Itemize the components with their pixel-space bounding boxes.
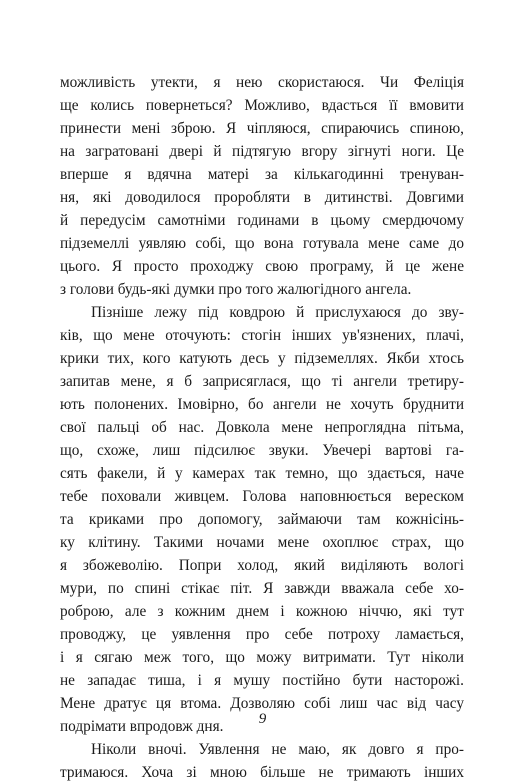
text-line: я збожеволію. Попри холод, який виділяють вологі bbox=[60, 557, 464, 574]
text-line: вперше я вдячна матері за кількагодинні тренуван- bbox=[60, 166, 464, 183]
text-line: крики тих, кого катують десь у підземеллях. Якби хтось bbox=[60, 350, 464, 367]
page-number: 9 bbox=[258, 711, 267, 727]
text-line: подрімати впродовж дня. bbox=[60, 718, 224, 735]
text-line: мури, по спині стікає піт. Я завжди вважала себе хо- bbox=[60, 580, 464, 597]
text-line: тебе поховали живцем. Голова наповнюється вереском bbox=[60, 488, 464, 505]
text-line: що, схоже, лиш підсилює звуки. Увечері вартові га- bbox=[60, 442, 464, 459]
paragraph bbox=[60, 738, 464, 784]
text-line: тримаюся. Хоча зі мною більше не тримають інших bbox=[60, 764, 464, 781]
text-line: сять факели, й у камерах так темно, що здається, наче bbox=[60, 465, 464, 482]
paragraph bbox=[60, 71, 464, 301]
text-line: на загратовані двері й підтягую вгору зігнуті ноги. Це bbox=[60, 143, 464, 160]
text-line: ще колись повернеться? Можливо, вдасться її вмовити bbox=[60, 97, 464, 114]
text-line: ня, які доводилося проробляти в дитинстві. Довгими bbox=[60, 189, 464, 206]
text-line: Мене дратує ця втома. Дозволяю собі лиш час від часу bbox=[60, 695, 464, 712]
text-line: свої пальці об нас. Довкола мене непроглядна пітьма, bbox=[60, 419, 464, 436]
text-line: цього. Я просто проходжу свою програму, й це жене bbox=[60, 258, 464, 275]
text-line: Ніколи вночі. Уявлення не маю, як довго я про- bbox=[91, 741, 464, 758]
text-line: ків, що мене оточують: стогін інших ув'язнених, плачі, bbox=[60, 327, 464, 344]
text-line: підземеллі уявляю собі, що вона готувала мене саме до bbox=[60, 235, 464, 252]
text-line: з голови будь-які думки про того жалюгідного ангела. bbox=[60, 281, 412, 298]
body-text bbox=[60, 71, 464, 784]
text-line: ють полонених. Імовірно, бо ангели не хочуть бруднити bbox=[60, 396, 464, 413]
text-line: проводжу, це уявлення про себе потроху ламається, bbox=[60, 626, 464, 643]
text-line: принести мені зброю. Я чіпляюся, спираючись спиною, bbox=[60, 120, 464, 137]
text-line: й передусім самотніми годинами в цьому смердючому bbox=[60, 212, 464, 229]
text-line: роброю, але з кожним днем і кожною ніччю, які тут bbox=[60, 603, 464, 620]
text-line: ку клітину. Такими ночами мене охоплює страх, що bbox=[60, 534, 464, 551]
text-line: не западає тиша, і я мушу постійно бути насторожі. bbox=[60, 672, 464, 689]
text-line: та криками про допомогу, займаючи там кожнісінь- bbox=[60, 511, 464, 528]
text-line: запитав мене, я б заприсяглася, що ті ангели третиру- bbox=[60, 373, 464, 390]
paragraph bbox=[60, 301, 464, 738]
text-line: Пізніше лежу під ковдрою й прислухаюся до зву- bbox=[91, 304, 464, 321]
text-line: і я сягаю меж того, що можу витримати. Тут ніколи bbox=[60, 649, 464, 666]
text-line: можливість утекти, я нею скористаюся. Чи Феліція bbox=[60, 74, 464, 91]
